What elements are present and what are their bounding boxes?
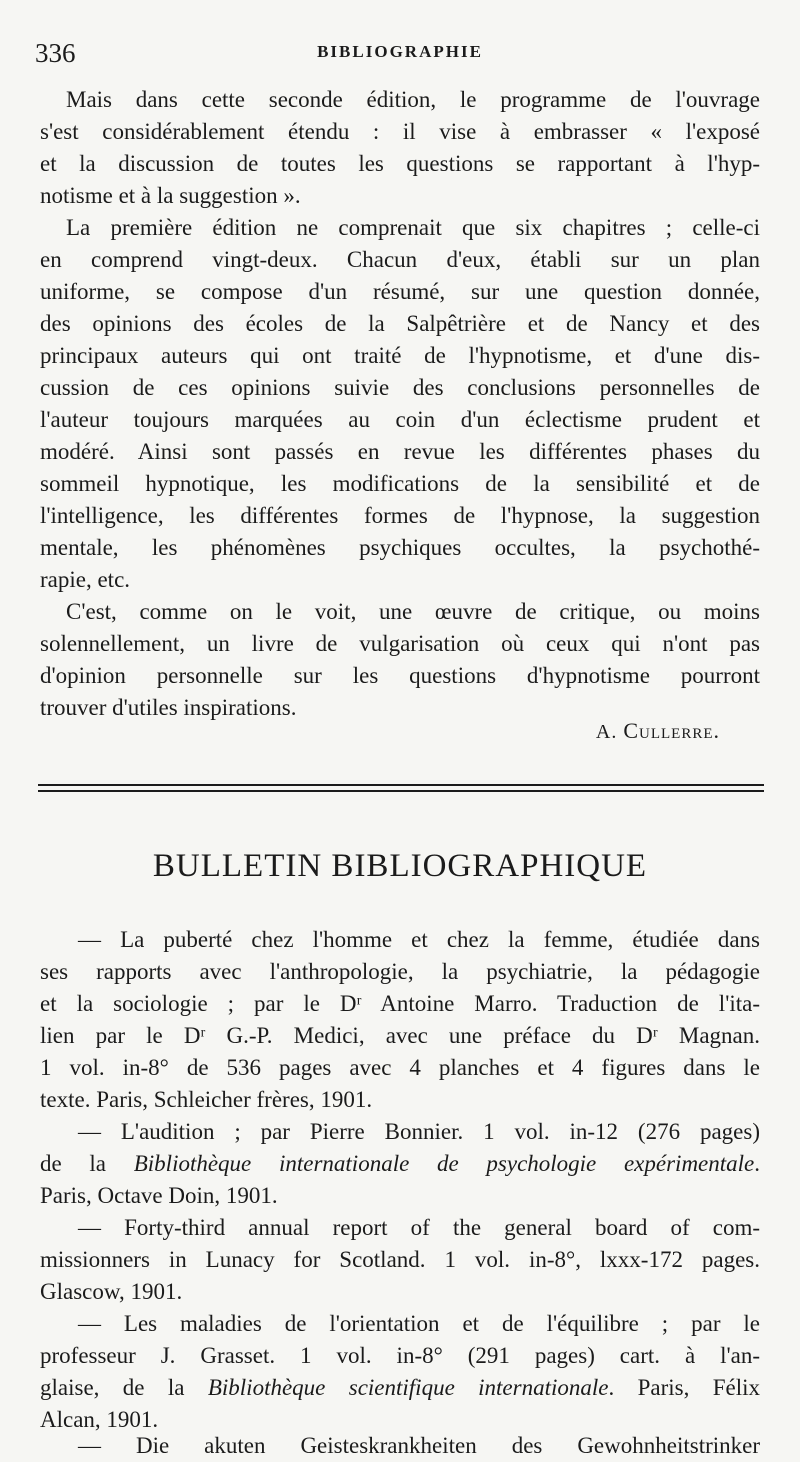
text-line: en comprend vingt-deux. Chacun d'eux, établi sur un plan [40, 247, 760, 272]
text-line: modéré. Ainsi sont passés en revue les différentes phases du [40, 439, 760, 464]
text-line: — La puberté chez l'homme et chez la femme, étudiée dans [78, 927, 760, 952]
running-header [0, 38, 800, 68]
text-line: cussion de ces opinions suivie des conclusions personnelles de [40, 375, 760, 400]
text-line: et la discussion de toutes les questions se rapportant à l'hyp- [40, 151, 760, 176]
bulletin-title: BULLETIN BIBLIOGRAPHIQUE [152, 848, 648, 884]
text-line: missionners in Lunacy for Scotland. 1 vol. in-8°, lxxx-172 pages. [40, 1247, 760, 1272]
series-title: Bibliothèque internationale de psychologie expérimentale [133, 1151, 755, 1176]
text-line: l'auteur toujours marquées au coin d'un éclectisme prudent et [40, 407, 760, 432]
signature-name: Cullerre. [623, 718, 720, 743]
text-line: — Forty-third annual report of the general board of com- [78, 1215, 760, 1240]
running-title: BIBLIOGRAPHIE [317, 42, 483, 61]
text-line: trouver d'utiles inspirations. [40, 695, 297, 720]
text-line: rapie, etc. [40, 567, 131, 592]
text-line: d'opinion personnelle sur les questions d'hypnotisme pourront [40, 663, 760, 688]
text-line: notisme et à la suggestion ». [40, 183, 301, 208]
text-line: professeur J. Grasset. 1 vol. in-8° (291 pages) cart. à l'an- [40, 1343, 760, 1368]
text-line: La première édition ne comprenait que six chapitres ; celle-ci [66, 215, 760, 240]
text-line: lien par le Dʳ G.-P. Medici, avec une préface du Dʳ Magnan. [40, 1023, 760, 1048]
text-line: Glascow, 1901. [40, 1279, 183, 1304]
text-line: 1 vol. in-8° de 536 pages avec 4 planches et 4 figures dans le [40, 1055, 760, 1080]
page-number: 336 [35, 38, 76, 68]
text-line: uniforme, se compose d'un résumé, sur une question donnée, [40, 279, 760, 304]
text-line: C'est, comme on le voit, une œuvre de critique, ou moins [66, 599, 760, 624]
section-rule-top [38, 784, 764, 786]
text-line: ses rapports avec l'anthropologie, la psychiatrie, la pédagogie [40, 959, 760, 984]
signature-initial: A. [595, 721, 618, 743]
text-line: de la Bibliothèque internationale de psychologie expérimentale. [40, 1151, 761, 1176]
text-line: Mais dans cette seconde édition, le programme de l'ouvrage [66, 87, 760, 112]
text-line: sommeil hypnotique, les modifications de la sensibilité et de [40, 471, 760, 496]
section-rule-bottom [38, 790, 764, 792]
text-line: Alcan, 1901. [40, 1407, 159, 1432]
text-line: des opinions des écoles de la Salpêtrière et de Nancy et des [40, 311, 760, 336]
series-title: Bibliothèque scientifique internationale [207, 1375, 609, 1400]
text-line: principaux auteurs qui ont traité de l'hypnotisme, et d'une dis- [40, 343, 760, 368]
text-line: s'est considérablement étendu : il vise à embrasser « l'exposé [40, 119, 760, 144]
text-line: Paris, Octave Doin, 1901. [40, 1183, 278, 1208]
text-line: — Les maladies de l'orientation et de l'équilibre ; par le [78, 1311, 760, 1336]
text-line: et la sociologie ; par le Dʳ Antoine Marro. Traduction de l'ita- [40, 991, 760, 1016]
text-line: solennellement, un livre de vulgarisation où ceux qui n'ont pas [40, 631, 760, 656]
text-line: — Die akuten Geisteskrankheiten des Gewohnheitstrinker [78, 1433, 760, 1458]
text-line: l'intelligence, les différentes formes de l'hypnose, la suggestion [40, 503, 760, 528]
text-line: mentale, les phénomènes psychiques occultes, la psychothé- [40, 535, 760, 560]
review-signature [40, 718, 720, 744]
text-line: — L'audition ; par Pierre Bonnier. 1 vol. in-12 (276 pages) [78, 1119, 760, 1144]
text-line: glaise, de la Bibliothèque scientifique internationale. Paris, Félix [40, 1375, 760, 1400]
text-line: texte. Paris, Schleicher frères, 1901. [40, 1087, 373, 1112]
